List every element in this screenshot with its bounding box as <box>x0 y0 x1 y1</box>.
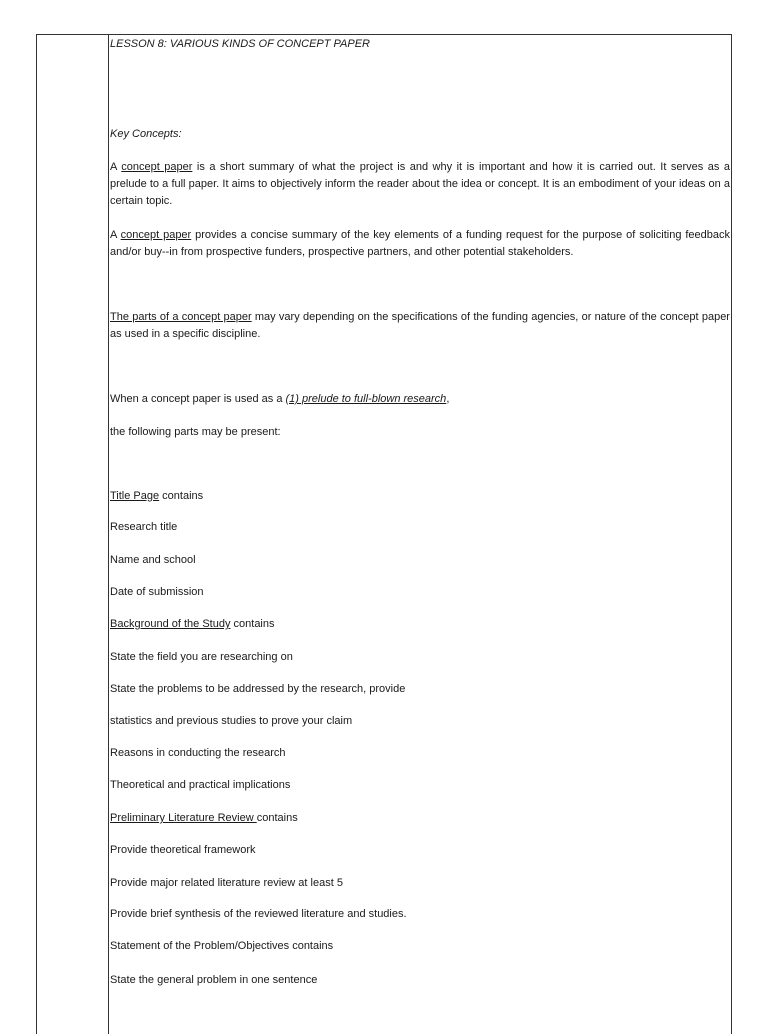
statement-heading: Statement of the Problem/Objectives contains <box>110 940 334 952</box>
title-page-link: Title Page <box>110 490 160 502</box>
background-heading <box>110 617 275 631</box>
para1-text: is a short summary of what the project is and why it is important and how it is carried out. It serves as a prelude to a full paper. It aims to objectively inform the reader about the idea or concept. It is an embodiment of your ideas on a certain topic. <box>110 161 731 207</box>
list-item: Name and school <box>110 554 196 566</box>
para3-text: may vary depending on the specifications of the funding agencies, or nature of the concept paper as used in a specific discipline. <box>110 311 730 340</box>
document-content <box>110 0 730 1024</box>
para1-prefix: A <box>110 161 122 173</box>
list-item: State the general problem in one sentence <box>110 974 318 986</box>
paragraph-funding <box>110 227 730 261</box>
concept-paper-link: concept paper <box>121 161 193 173</box>
list-item: State the problems to be addressed by the research, provide <box>110 683 406 695</box>
list-item: Theoretical and practical implications <box>110 779 291 791</box>
column-divider <box>108 34 109 1034</box>
list-item: Provide theoretical framework <box>110 844 256 856</box>
para2-text: provides a concise summary of the key elements of a funding request for the purpose of soliciting feedback and/or buy--in from prospective funders, prospective partners, and other potential stakeholders. <box>110 229 730 258</box>
prelude-line <box>110 392 449 406</box>
concept-paper-link-2: concept paper <box>120 229 192 241</box>
literature-heading <box>110 811 298 825</box>
list-item: Reasons in conducting the research <box>110 747 286 759</box>
prelude-link: (1) prelude to full-blown research <box>285 393 447 405</box>
list-item: statistics and previous studies to prove your claim <box>110 715 353 727</box>
literature-suffix: contains <box>256 812 298 824</box>
title-page-suffix: contains <box>159 490 204 502</box>
background-link: Background of the Study <box>110 618 231 630</box>
parts-link: The parts of a concept paper <box>110 311 252 323</box>
list-item: Research title <box>110 521 178 533</box>
paragraph-parts <box>110 309 730 343</box>
prelude-suffix: , <box>446 393 450 405</box>
para2-prefix: A <box>110 229 121 241</box>
list-item: Date of submission <box>110 586 204 598</box>
title-page-heading <box>110 489 203 503</box>
list-item: State the field you are researching on <box>110 651 293 663</box>
list-item: Provide brief synthesis of the reviewed literature and studies. <box>110 908 407 920</box>
key-concepts-heading: Key Concepts: <box>110 128 182 140</box>
literature-link: Preliminary Literature Review <box>110 812 257 824</box>
background-suffix: contains <box>230 618 275 630</box>
following-parts: the following parts may be present: <box>110 426 281 438</box>
prelude-prefix: When a concept paper is used as a <box>110 393 286 405</box>
lesson-title: LESSON 8: VARIOUS KINDS OF CONCEPT PAPER <box>110 38 370 50</box>
paragraph-definition <box>110 159 730 210</box>
list-item: Provide major related literature review at least 5 <box>110 877 343 889</box>
